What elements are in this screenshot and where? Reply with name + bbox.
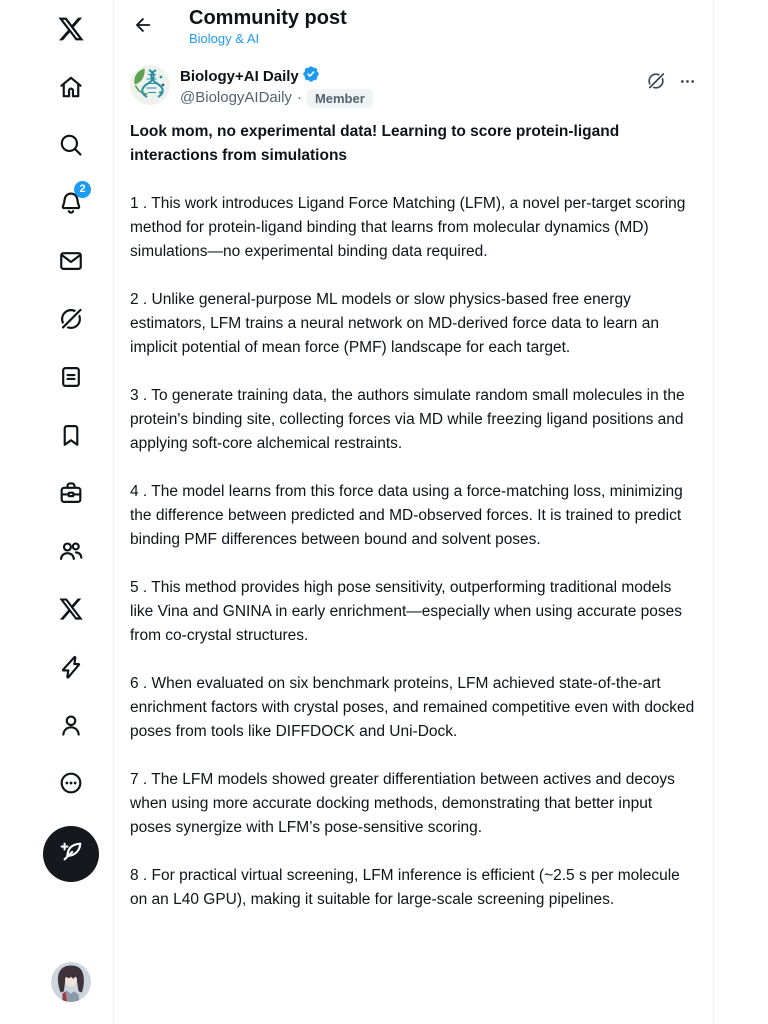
author-name[interactable]: Biology+AI Daily bbox=[180, 67, 299, 85]
home-icon bbox=[58, 74, 84, 100]
more-button[interactable] bbox=[678, 72, 697, 94]
nav-verified-orgs[interactable] bbox=[42, 638, 100, 696]
grok-icon bbox=[58, 306, 84, 332]
more-circle-icon bbox=[58, 770, 84, 796]
person-icon bbox=[58, 712, 84, 738]
back-arrow-icon bbox=[131, 14, 153, 39]
post-paragraph: 3 . To generate training data, the authors simulate random small molecules in the protein's binding site, collecting forces via MD while freezing ligand positions and applying soft-core alchemical restraints. bbox=[130, 387, 685, 452]
header-titles bbox=[189, 6, 347, 48]
envelope-icon bbox=[58, 248, 84, 274]
x-logo-icon bbox=[57, 15, 85, 43]
premium-x-icon bbox=[58, 596, 84, 622]
bookmark-icon bbox=[58, 422, 84, 448]
right-gutter bbox=[714, 0, 768, 1024]
page-title: Community post bbox=[189, 6, 347, 29]
nav-bookmarks[interactable] bbox=[42, 406, 100, 464]
communities-icon bbox=[58, 538, 84, 564]
post-paragraph: 5 . This method provides high pose sensitivity, outperforming traditional models like Vina and GNINA in early enrichment—especially when using accurate poses from co-crystal structures. bbox=[130, 579, 682, 644]
member-badge: Member bbox=[307, 89, 373, 108]
nav-messages[interactable] bbox=[42, 232, 100, 290]
post-paragraph: 4 . The model learns from this force data using a force-matching loss, minimizing the difference between predicted and MD-observed forces. It is trained to predict binding PMF differences between bound and solvent poses. bbox=[130, 483, 683, 548]
nav-profile[interactable] bbox=[42, 696, 100, 754]
grok-icon bbox=[646, 71, 666, 94]
feather-plus-icon bbox=[57, 839, 85, 870]
post-paragraph: 7 . The LFM models showed greater differentiation between actives and decoys when using more accurate docking methods, demonstrating that better input poses synergize with LFM’s pose-sensitive scoring. bbox=[130, 771, 675, 836]
author-block bbox=[180, 65, 373, 108]
lists-icon bbox=[58, 364, 84, 390]
nav-notifications[interactable] bbox=[42, 174, 100, 232]
nav-home[interactable] bbox=[42, 58, 100, 116]
community-post bbox=[114, 65, 713, 928]
back-button[interactable] bbox=[125, 10, 159, 44]
briefcase-icon bbox=[58, 480, 84, 506]
author-handle[interactable]: @BiologyAIDaily bbox=[180, 89, 292, 106]
main-column bbox=[114, 0, 714, 1024]
nav-jobs[interactable] bbox=[42, 464, 100, 522]
verified-badge-icon bbox=[302, 65, 320, 88]
post-header bbox=[130, 65, 697, 108]
sidebar-rail bbox=[42, 0, 100, 1024]
nav-lists[interactable] bbox=[42, 348, 100, 406]
nav-grok[interactable] bbox=[42, 290, 100, 348]
search-icon bbox=[58, 132, 84, 158]
post-body bbox=[114, 108, 713, 928]
nav-communities[interactable] bbox=[42, 522, 100, 580]
post-paragraph: 8 . For practical virtual screening, LFM inference is efficient (~2.5 s per molecule on an L40 GPU), making it suitable for large-scale screening pipelines. bbox=[130, 867, 680, 908]
nav-premium[interactable] bbox=[42, 580, 100, 638]
page-header bbox=[114, 0, 713, 53]
nav-more[interactable] bbox=[42, 754, 100, 812]
compose-post-button[interactable] bbox=[43, 826, 99, 882]
grok-actions-button[interactable] bbox=[646, 71, 666, 94]
notification-count-badge: 2 bbox=[74, 181, 91, 198]
author-avatar[interactable] bbox=[130, 65, 170, 105]
dot-separator: · bbox=[296, 89, 302, 106]
post-header-actions bbox=[646, 65, 697, 94]
account-avatar[interactable] bbox=[51, 962, 91, 1002]
nav-explore[interactable] bbox=[42, 116, 100, 174]
post-title: Look mom, no experimental data! Learning to score protein-ligand interactions from simulations bbox=[130, 123, 620, 164]
lightning-bolt-icon bbox=[58, 654, 84, 680]
post-paragraph: 6 . When evaluated on six benchmark proteins, LFM achieved state-of-the-art enrichment factors with crystal poses, and remained competitive even with docked poses from tools like DIFFDOCK and Uni-Dock. bbox=[130, 675, 695, 740]
x-logo-button[interactable] bbox=[42, 0, 100, 58]
post-paragraph: 2 . Unlike general-purpose ML models or slow physics-based free energy estimators, LFM trains a neural network on MD-derived force data to learn an implicit potential of mean force (PMF) landscape for each target. bbox=[130, 291, 659, 356]
post-paragraph: 1 . This work introduces Ligand Force Matching (LFM), a novel per-target scoring method for protein-ligand binding that learns from molecular dynamics (MD) simulations—no experimental binding data required. bbox=[130, 195, 686, 260]
sidebar bbox=[0, 0, 114, 1024]
ellipsis-icon bbox=[678, 72, 697, 94]
community-link[interactable]: Biology & AI bbox=[189, 30, 260, 46]
